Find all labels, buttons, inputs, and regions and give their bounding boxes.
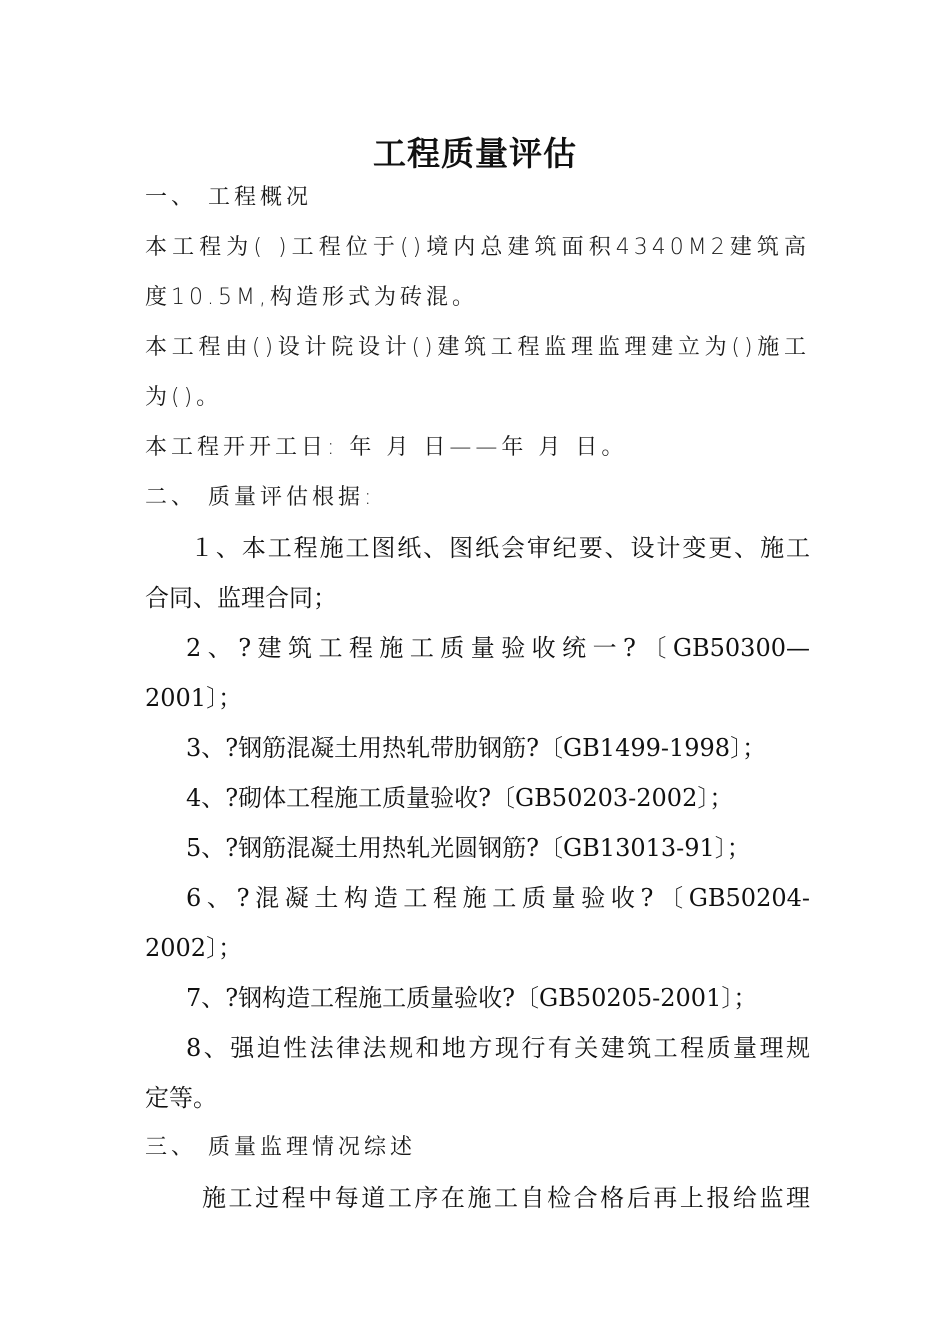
- paragraph-line: 本工程开开工日: 年 月 日——年 月 日。: [145, 435, 628, 460]
- list-item-continuation: 合同、监理合同；: [145, 584, 337, 612]
- section-heading-supervision: 三、 质量监理情况综述: [145, 1135, 416, 1160]
- paragraph-line: 本工程为( )工程位于()境内总建筑面积4340M2建筑高: [145, 235, 810, 260]
- list-item: １、本工程施工图纸、图纸会审纪要、设计变更、施工: [190, 534, 810, 562]
- section-heading-overview: 一、 工程概况: [145, 185, 312, 210]
- section-heading-basis: 二、 质量评估根据:: [145, 485, 376, 510]
- list-item: 5、?钢筋混凝土用热轧光圆钢筋?〔GB13013-91〕；: [186, 834, 751, 862]
- paragraph-line: 度10.5M,构造形式为砖混。: [145, 285, 478, 310]
- list-item-continuation: 定等。: [145, 1084, 217, 1112]
- document-title: 工程质量评估: [373, 134, 577, 173]
- paragraph-line: 本工程由()设计院设计()建筑工程监理监理建立为()施工: [145, 335, 810, 360]
- paragraph-line: 施工过程中每道工序在施工自检合格后再上报给监理: [202, 1184, 810, 1212]
- list-item-continuation: 2001〕；: [145, 684, 243, 712]
- paragraph-line: 为()。: [145, 385, 223, 410]
- list-item: 4、?砌体工程施工质量验收?〔GB50203-2002〕；: [186, 784, 734, 812]
- list-item-continuation: 2002〕；: [145, 934, 243, 962]
- list-item: 7、?钢构造工程施工质量验收?〔GB50205-2001〕；: [186, 984, 758, 1012]
- list-item: 6、?混凝土构造工程施工质量验收?〔GB50204-: [186, 884, 810, 912]
- list-item: 8、强迫性法律法规和地方现行有关建筑工程质量理规: [186, 1034, 810, 1062]
- list-item: 2、?建筑工程施工质量验收统一?〔GB50300—: [186, 634, 810, 662]
- list-item: 3、?钢筋混凝土用热轧带肋钢筋?〔GB1499-1998〕；: [186, 734, 767, 762]
